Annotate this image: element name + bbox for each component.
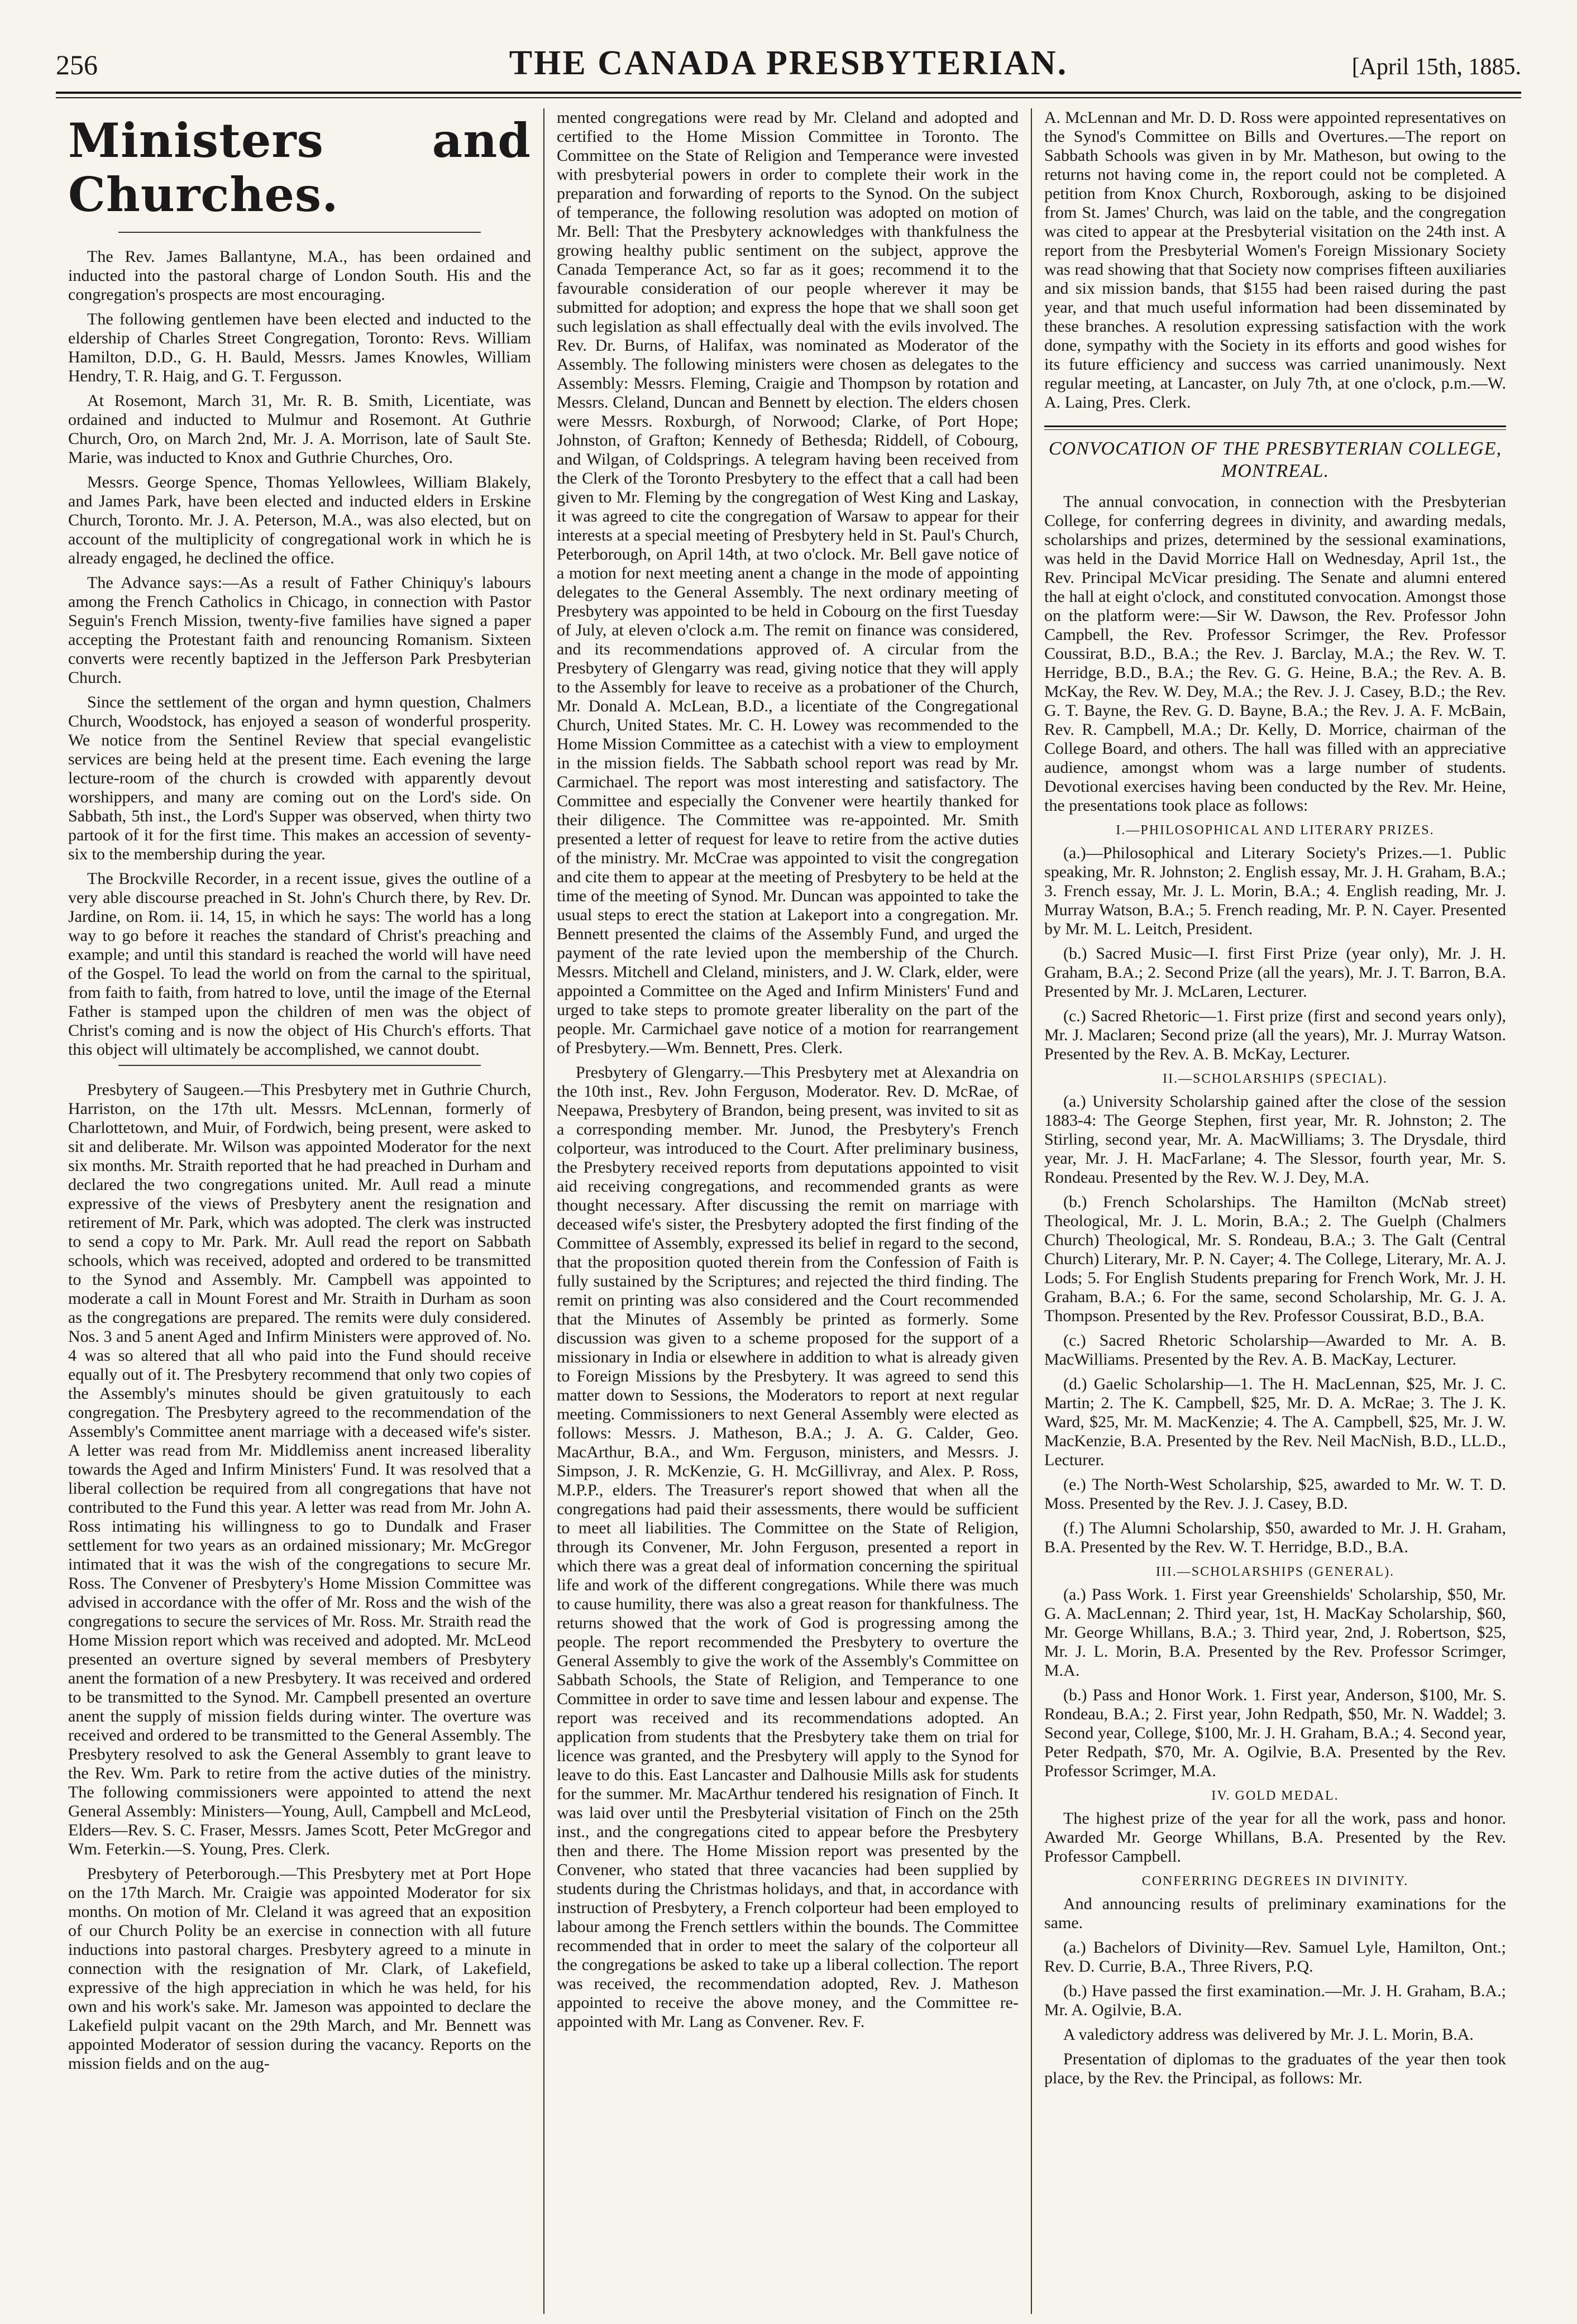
article-title: CONVOCATION OF THE PRESBYTERIAN COLLEGE, MONTREAL. [1048,438,1502,481]
subheading: CONFERRING DEGREES IN DIVINITY. [1141,1874,1409,1888]
paragraph: The Advance says:—As a result of Father Chiniquy's labours among the French Catholics in Chicago, in connection with Pastor Seguin's French Mission, twenty-five families have signed a paper accepting the Protestant faith and renouncing Romanism. Sixteen converts were recently baptized in the Jefferson Park Presbyterian Church. [68,573,531,687]
paragraph: The annual convocation, in connection with the Presbyterian College, for conferring degrees in divinity, and awarding medals, scholarships and prizes, determined by the sessional examinations, was held in the David Morrice Hall on Wednesday, April 1st., the Rev. Principal McVicar presiding. The Senate and alumni entered the hall at eight o'clock, and constituted convocation. Amongst those on the platform were:—Sir W. Dawson, the Rev. Professor John Campbell, the Rev. Professor Scrimger, the Rev. Professor Coussirat, B.D., B.A.; the Rev. J. Barclay, M.A.; the Rev. W. T. Herridge, B.D., B.A.; the Rev. G. G. Heine, B.A.; the Rev. A. B. McKay, the Rev. W. Dey, M.A.; the Rev. J. J. Casey, B.D.; the Rev. G. T. Bayne, the Rev. G. D. Bayne, B.A.; the Rev. J. A. F. McBain, Rev. R. Campbell, M.A.; Dr. Kelly, D. Morrice, chairman of the College Board, and others. The hall was filled with an appreciative audience, amongst whom was a large number of students. Devotional exercises having been conducted by the Rev. Mr. Heine, the presentations took place as follows: [1044,492,1506,815]
paragraph: A. McLennan and Mr. D. D. Ross were appointed representatives on the Synod's Committee on Bills and Overtures.—The report on Sabbath Schools was given in by Mr. Matheson, but owing to the returns not having come in, the report could not be completed. A petition from Knox Church, Roxborough, asking to be disjoined from St. James' Church, was laid on the table, and the congregation was cited to appear at the Presbyterial visitation on the 24th inst. A report from the Presbyterial Women's Foreign Missionary Society was read showing that that Society now comprises fifteen auxiliaries and six mission bands, that $155 had been raised during the past year, and that much useful information had been disseminated by these branches. A resolution expressing satisfaction with the work done, sympathy with the Society in its efforts and good wishes for its future efficiency and success was carried unanimously. Next regular meeting, at Lancaster, on July 7th, at one o'clock, p.m.—W. A. Laing, Pres. Clerk. [1044,108,1506,412]
paragraph: The Rev. James Ballantyne, M.A., has been ordained and inducted into the pastoral charge of London South. His and the congregation's prospects are most encouraging. [68,247,531,304]
list-item: A valedictory address was delivered by Mr. J. L. Morin, B.A. [1063,2025,1474,2044]
list-item: (a.) University Scholarship gained after the close of the session 1883-4: The George Stephen, first year, Mr. R. Johnston; 2. The Stirling, second year, Mr. A. MacWilliams; 3. The Drysdale, third year, Mr. J. H. MacFarlane; 4. The Slessor, fourth year, Mr. S. Rondeau. Presented by the Rev. W. J. Dey, M.A. [1044,1092,1506,1187]
page-number: 256 [56,49,98,80]
paragraph: Presbytery of Peterborough.—This Presbytery met at Port Hope on the 17th March. Mr. Craigie was appointed Moderator for six months. On motion of Mr. Cleland it was agreed that an exposition of our Church Polity be an exercise in connection with all future inductions into pastoral charges. Presbytery agreed to a minute in connection with the resignation of Mr. Clark, of Lakefield, expressive of the high appreciation in which he was held, for his own and his work's sake. Mr. Jameson was appointed to declare the Lakefield pulpit vacant on the 29th March, and Mr. Bennett was appointed Moderator of session during the vacancy. Reports on the mission fields and on the aug- [68,1864,531,2073]
masthead [56,44,1521,88]
list-item: (c.) Sacred Rhetoric—1. First prize (first and second years only), Mr. J. Maclaren; Second prize (all the years), Mr. J. Murray Watson. Presented by the Rev. A. B. McKay, Lecturer. [1044,1007,1506,1063]
masthead-rule [56,92,1521,98]
list-item: (d.) Gaelic Scholarship—1. The H. MacLennan, $25, Mr. J. C. Martin; 2. The K. Campbell, $25, Mr. D. A. McRae; 3. The J. K. Ward, $25, Mr. M. MacKenzie; 4. The A. Campbell, $25, Mr. J. W. MacKenzie, B.A. Presented by the Rev. Neil MacNish, B.D., LL.D., Lecturer. [1044,1375,1506,1469]
list-item: (a.) Bachelors of Divinity—Rev. Samuel Lyle, Hamilton, Ont.; Rev. D. Currie, B.A., Three Rivers, P.Q. [1044,1938,1506,1976]
list-item: (b.) Pass and Honor Work. 1. First year, Anderson, $100, Mr. S. Rondeau, B.A.; 2. First year, John Redpath, $50, Mr. N. Waddel; 3. Second year, College, $100, Mr. J. H. Graham, B.A.; 4. Second year, Peter Redpath, $70, Mr. A. Ogilvie, B.A. Presented by the Rev. Professor Scrimger, M.A. [1044,1686,1506,1780]
list-item: Presentation of diplomas to the graduates of the year then took place, by the Rev. the Principal, as follows: Mr. [1044,2050,1506,2087]
list-item: (a.)—Philosophical and Literary Society's Prizes.—1. Public speaking, Mr. R. Johnston; 2. English essay, Mr. J. H. Graham, B.A.; 3. French essay, Mr. J. L. Morin, B.A.; 4. English reading, Mr. J. Murray Watson, B.A.; 5. French reading, Mr. P. N. Cayer. Presented by Mr. M. L. Leitch, President. [1044,844,1506,938]
divider [118,232,481,233]
list-item: (c.) Sacred Rhetoric Scholarship—Awarded to Mr. A. B. MacWilliams. Presented by the Rev. A. B. MacKay, Lecturer. [1044,1331,1506,1369]
divider [118,1065,481,1066]
list-item: And announcing results of preliminary examinations for the same. [1044,1895,1506,1932]
paragraph: Since the settlement of the organ and hymn question, Chalmers Church, Woodstock, has enjoyed a season of wonderful prosperity. We notice from the Sentinel Review that special evangelistic services are being held at the present time. Each evening the large lecture-room of the church is crowded with apparently devout worshippers, and many are coming out on the Lord's side. On Sabbath, 5th inst., the Lord's Supper was observed, when thirty two partook of it for the first time. This makes an accession of seventy-six to the membership during the year. [68,693,531,864]
section-title: Ministers and Churches. [68,113,531,222]
paragraph: mented congregations were read by Mr. Cleland and adopted and certified to the Home Mission Committee in Toronto. The Committee on the State of Religion and Temperance were invested with presbyterial powers in order to complete their work in the preparation and forwarding of reports to the Synod. On the subject of temperance, the following resolution was adopted on motion of Mr. Bell: That the Presbytery acknowledges with thankfulness the growing healthy public sentiment on the subject, approve the Canada Temperance Act, so far as it goes; recommend it to the favourable consideration of our people wherever it may be submitted for adoption; and express the hope that we shall soon get such legislation as shall effectually deal with the evils involved. The Rev. Dr. Burns, of Halifax, was nominated as Moderator of the Assembly. The following ministers were chosen as delegates to the Assembly: Messrs. Fleming, Craigie and Thompson by rotation and Messrs. Cleland, Duncan and Bennett by election. The elders chosen were Messrs. Roxburgh, of Norwood; Clarke, of Port Hope; Johnston, of Grafton; Kennedy of Bethesda; Riddell, of Cobourg, and Wilgan, of Coldsprings. A telegram having been received from the Clerk of the Toronto Presbytery to the effect that a call had been given to Mr. Fleming by the congregation of West King and Laskay, it was agreed to cite the congregation of Warsaw to appear for their interests at a special meeting of Presbytery held in St. Paul's Church, Peterborough, on April 14th, at two o'clock. Mr. Bell gave notice of a motion for next meeting anent a change in the mode of appointing delegates to the General Assembly. The next ordinary meeting of Presbytery was appointed to be held in Cobourg on the first Tuesday of July, at eleven o'clock a.m. The remit on finance was considered, and its recommendations approved of. A circular from the Presbytery of Glengarry was read, giving notice that they will apply to the Assembly for leave to receive as a probationer of the Church, Mr. Donald A. McLean, B.D., a licentiate of the Congregational Church, United States. Mr. C. H. Lowey was recommended to the Home Mission Committee as a catechist with a view to employment in the mission fields. The Sabbath school report was read by Mr. Carmichael. The report was most interesting and satisfactory. The Committee and especially the Convener were heartily thanked for their diligence. The Committee was re-appointed. Mr. Smith presented a letter of request for leave to retire from the active duties of the ministry. Mr. McCrae was appointed to visit the congregation and cite them to appear at the meeting of Presbytery to be held at the time of the meeting of Synod. Mr. Duncan was appointed to take the usual steps to erect the station at Lakeport into a congregation. Mr. Bennett presented the claims of the Assembly Fund, and urged the payment of the rate levied upon the membership of the Church. Messrs. Mitchell and Cleland, ministers, and J. W. Clark, elder, were appointed a Committee on the Aged and Infirm Ministers' Fund and urged to take steps to promote greater liberality on the part of the people. Mr. Carmichael gave notice of a motion for rearrangement of Presbytery.—Wm. Bennett, Pres. Clerk. [557,108,1019,1057]
divider [1044,425,1506,430]
subheading: I.—PHILOSOPHICAL AND LITERARY PRIZES. [1116,823,1435,838]
issue-date: [April 15th, 1885. [1351,54,1521,80]
list-item: (b.) Sacred Music—I. first First Prize (year only), Mr. J. H. Graham, B.A.; 2. Second Prize (all the years), Mr. J. T. Barron, B.A. Presented by Mr. J. McLaren, Lecturer. [1044,944,1506,1001]
list-item: (f.) The Alumni Scholarship, $50, awarded to Mr. J. H. Graham, B.A. Presented by the Rev. W. T. Herridge, B.D., B.A. [1044,1519,1506,1556]
subheading: III.—SCHOLARSHIPS (GENERAL). [1155,1565,1395,1579]
column-3 [1031,108,1518,2314]
list-item: (e.) The North-West Scholarship, $25, awarded to Mr. W. T. D. Moss. Presented by the Rev. J. J. Casey, B.D. [1044,1475,1506,1513]
paragraph: Presbytery of Saugeen.—This Presbytery met in Guthrie Church, Harriston, on the 17th ult. Messrs. McLennan, formerly of Charlottetown, and Muir, of Fordwich, being present, were asked to sit and deliberate. Mr. Wilson was appointed Moderator for the next six months. Mr. Straith reported that he had preached in Durham and declared the two congregations united. Mr. Aull read a minute expressive of the views of Presbytery anent the resignation and retirement of Mr. Park, which was adopted. The clerk was instructed to send a copy to Mr. Park. Mr. Aull read the report on Sabbath schools, which was received, adopted and ordered to be transmitted to the Synod and Assembly. Mr. Campbell was appointed to moderate a call in Mount Forest and Mr. Straith in Durham as soon as the congregations are prepared. The remits were duly considered. Nos. 3 and 5 anent Aged and Infirm Ministers were approved of. No. 4 was so altered that all who paid into the Fund should receive equally out of it. The Presbytery recommend that only two copies of the Assembly's minutes should be given gratuitously to each congregation. The Presbytery agreed to the recommendation of the Assembly's Committee anent marriage with a deceased wife's sister. A letter was read from Mr. Middlemiss anent increased liberality towards the Aged and Infirm Ministers' Fund. It was resolved that a liberal collection be required from all congregations that have not contributed to the Fund this year. A letter was read from Mr. John A. Ross intimating his willingness to go to Dundalk and Fraser settlement for two years as an ordained missionary; Mr. McGregor intimated that it was the wish of the congregations to secure Mr. Ross. The Convener of Presbytery's Home Mission Committee was advised in accordance with the offer of Mr. Ross and the wish of the congregations to secure the services of Mr. Ross. Mr. Straith read the Home Mission report which was received and adopted. Mr. McLeod presented an overture signed by several members of Presbytery anent the formation of a new Presbytery. It was received and ordered to be transmitted to the Synod. Mr. Campbell presented an overture anent the supply of mission fields during winter. The overture was received and ordered to be transmitted to the General Assembly. The Presbytery resolved to ask the General Assembly to grant leave to the Rev. Wm. Park to retire from the active duties of the ministry. The following commissioners were appointed to attend the next General Assembly: Ministers—Young, Aull, Campbell and McLeod, Elders—Rev. S. C. Fraser, Messrs. James Scott, Peter McGregor and Wm. Feterkin.—S. Young, Pres. Clerk. [68,1080,531,1859]
column-1 [56,108,543,2314]
list-item: (a.) Pass Work. 1. First year Greenshields' Scholarship, $50, Mr. G. A. MacLennan; 2. Third year, 1st, H. MacKay Scholarship, $60, Mr. George Whillans, B.A.; 3. Third year, 2nd, J. Robertson, $25, Mr. J. L. Morin, B.A. Presented by the Rev. Professor Scrimger, M.A. [1044,1585,1506,1680]
column-2 [543,108,1031,2314]
list-item: (b.) French Scholarships. The Hamilton (McNab street) Theological, Mr. J. L. Morin, B.A.; 2. The Guelph (Chalmers Church) Theological, Mr. S. Rondeau, B.A.; 3. The Galt (Central Church) Literary, Mr. P. N. Cayer; 4. The College, Literary, Mr. A. J. Lods; 5. For English Students preparing for French Work, Mr. J. H. Graham, B.A.; 6. For the same, second Scholarship, Mr. G. J. A. Thompson. Presented by the Rev. Professor Coussirat, B.D., B.A. [1044,1193,1506,1325]
list-item: The highest prize of the year for all the work, pass and honor. Awarded Mr. George Whillans, B.A. Presented by the Rev. Professor Campbell. [1044,1809,1506,1866]
columns [56,108,1521,2314]
paragraph: Presbytery of Glengarry.—This Presbytery met at Alexandria on the 10th inst., Rev. John Ferguson, Moderator. Rev. D. McRae, of Neepawa, Presbytery of Brandon, being present, was invited to sit as a corresponding member. Mr. Junod, the Presbytery's French colporteur, was introduced to the Court. After preliminary business, the Presbytery received reports from deputations appointed to visit aid receiving congregations, and recommended grants as were thought necessary. After discussing the remit on marriage with deceased wife's sister, the Presbytery adopted the first finding of the Committee of Assembly, expressed its belief in regard to the second, that the proposition quoted therein from the Confession of Faith is fully sustained by the Scriptures; and rejected the third finding. The remit on printing was also considered and the Court recommended that the Minutes of Assembly be printed as formerly. Some discussion was given to a scheme proposed for the support of a missionary in India or elsewhere in addition to what is already given to Foreign Missions by the Presbytery. It was agreed to send this matter down to Sessions, the Moderators to report at next regular meeting. Commissioners to next General Assembly were elected as follows: Messrs. J. Matheson, B.A.; J. A. G. Calder, Geo. MacArthur, B.A., and Wm. Ferguson, ministers, and Messrs. J. Simpson, J. R. McKenzie, G. H. McGillivray, and Alex. P. Ross, M.P.P., elders. The Treasurer's report showed that when all the congregations had paid their assessments, there would be sufficient to meet all liabilities. The Committee on the State of Religion, through its Convener, Mr. John Ferguson, presented a report in which there was a great deal of information concerning the spiritual life and work of the different congregations. While there was much to cause humility, there was also a great reason for thankfulness. The returns showed that the work of God is progressing among the people. The report recommended the Presbytery to overture the General Assembly to give the work of the Assembly's Committee on Sabbath Schools, the State of Religion, and Temperance to one Committee in order to save time and lessen labour and expense. The report was received and its recommendations adopted. An application from students that the Presbytery take them on trial for licence was granted, and the Presbytery will apply to the Synod for leave to do this. East Lancaster and Dalhousie Mills ask for students for the summer. Mr. MacArthur tendered his resignation of Finch. It was laid over until the Presbyterial visitation of Finch on the 25th inst., and the congregations cited to appear before the Presbytery then and there. The Home Mission report was presented by the Convener, who stated that three vacancies had been supplied by students during the Christmas holidays, and that, in accordance with instruction of Presbytery, a French colporteur had been employed to labour among the French settlers within the bounds. The Committee recommended that in order to meet the salary of the colporteur all the congregations be asked to take up a liberal collection. The report was received, the recommendation adopted, Rev. J. Matheson appointed to receive the above money, and the Committee re-appointed with Mr. Lang as Convener. Rev. F. [557,1063,1019,2031]
list-item: (b.) Have passed the first examination.—Mr. J. H. Graham, B.A.; Mr. A. Ogilvie, B.A. [1044,1982,1506,2019]
subheading: IV. GOLD MEDAL. [1211,1789,1339,1803]
paragraph: At Rosemont, March 31, Mr. R. B. Smith, Licentiate, was ordained and inducted to Mulmur and Rosemont. At Guthrie Church, Oro, on March 2nd, Mr. J. A. Morrison, late of Sault Ste. Marie, was inducted to Knox and Guthrie Churches, Oro. [68,391,531,467]
publication-title: THE CANADA PRESBYTERIAN. [509,44,1068,82]
subheading: II.—SCHOLARSHIPS (SPECIAL). [1163,1072,1388,1086]
paragraph: The Brockville Recorder, in a recent issue, gives the outline of a very able discourse preached in St. John's Church there, by Rev. Dr. Jardine, on Rom. ii. 14, 15, in which he says: The world has a long way to go before it reaches the standard of Christ's preaching and example; and until this standard is reached the world will have need of the Gospel. To lead the world on from the carnal to the spiritual, from faith to faith, from hatred to love, until the image of the Eternal Father is stamped upon the children of men was the object of Christ's coming and is now the object of His Church's efforts. That this object will ultimately be accomplished, we cannot doubt. [68,869,531,1059]
paragraph: Messrs. George Spence, Thomas Yellowlees, William Blakely, and James Park, have been elected and inducted elders in Erskine Church, Toronto. Mr. J. A. Peterson, M.A., was also elected, but on account of the multiplicity of congregational work in which he is already engaged, he declined the office. [68,473,531,568]
paragraph: The following gentlemen have been elected and inducted to the eldership of Charles Street Congregation, Toronto: Revs. William Hamilton, D.D., G. H. Bauld, Messrs. James Knowles, William Hendry, T. R. Haig, and G. T. Fergusson. [68,310,531,386]
